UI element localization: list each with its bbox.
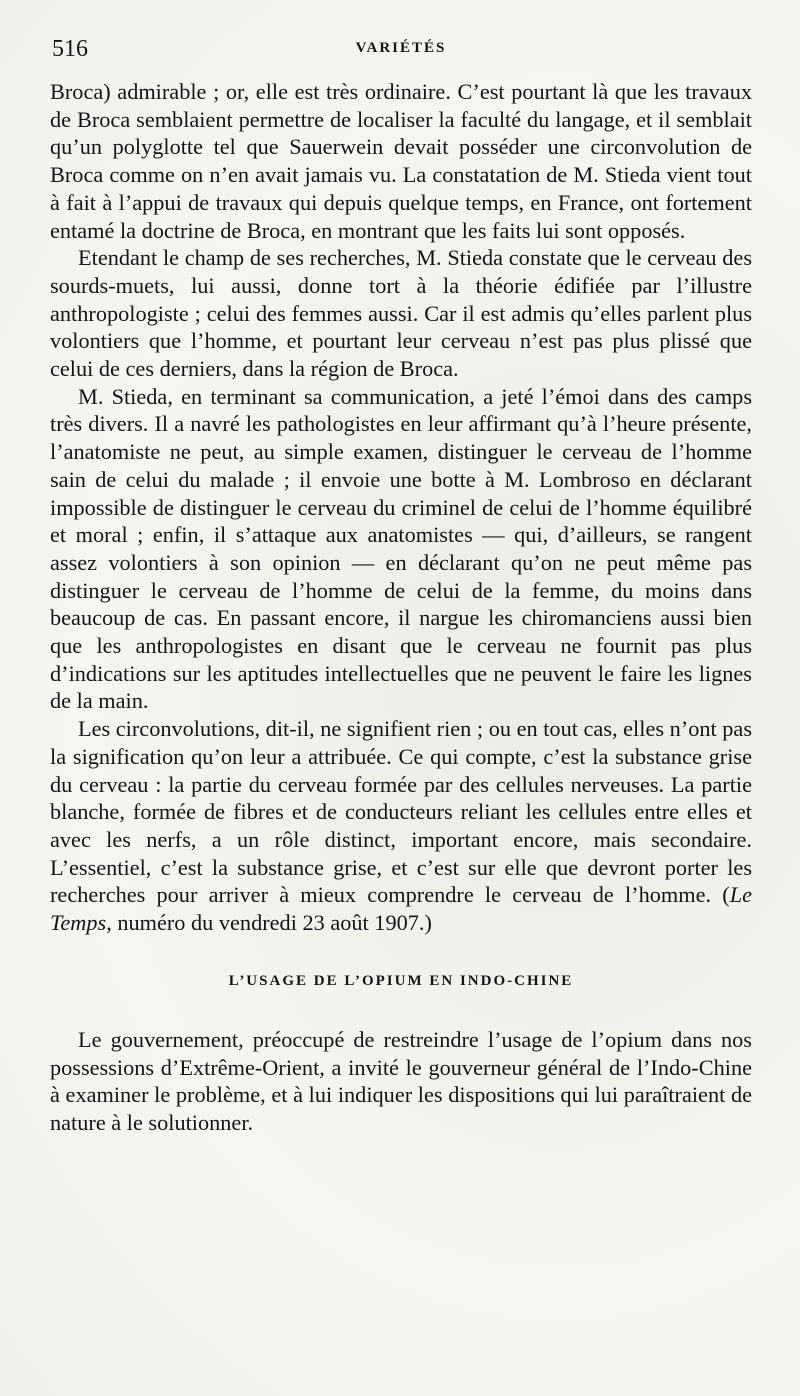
page-header (50, 34, 752, 74)
paragraph-4-text: Les circonvolutions, dit-il, ne signifient rien ; ou en tout cas, elles n’ont pas la signification qu’on leur a attribuée. Ce qui compte, c’est la substance grise du cerveau : la partie du cerveau formée par des cellules nerveuses. La partie blanche, formée de fibres et de conducteurs reliant les cellules entre elles et avec les nerfs, a un rôle distinct, important encore, mais secondaire. L’essentiel, c’est la substance grise, et c’est sur elle que devront porter les recherches pour arriver à mieux comprendre le cerveau de l’homme. ( (50, 716, 752, 908)
running-title: VARIÉTÉS (355, 40, 447, 56)
paragraph-3: M. Stieda, en terminant sa communication, a jeté l’émoi dans des camps très divers. Il a navré les pathologistes en leur affirmant qu’à l’heure présente, l’anatomiste ne peut, au simple examen, distinguer le cerveau de l’homme sain de celui du malade ; il envoie une botte à M. Lombroso en déclarant impossible de distinguer le cerveau du criminel de celui de l’homme équilibré et moral ; enfin, il s’attaque aux anatomistes — qui, d’ailleurs, se rangent assez volontiers à son opinion — en déclarant qu’on ne peut même pas distinguer le cerveau de l’homme de celui de la femme, du moins dans beaucoup de cas. En passant encore, il nargue les chiromanciens aussi bien que les anthropologistes en disant que le cerveau ne fournit pas plus d’indications sur les aptitudes intellectuelles que ne peuvent le faire les lignes de la main. (50, 383, 752, 714)
section-heading: L’USAGE DE L’OPIUM EN INDO-CHINE (228, 972, 574, 989)
citation-rest: , numéro du vendredi 23 août 1907.) (106, 910, 432, 936)
paragraph-4 (50, 715, 752, 937)
section-body (50, 1026, 752, 1137)
paragraph-2: Etendant le champ de ses recherches, M. Stieda constate que le cerveau des sourds-muets, lui aussi, donne tort à la théorie édifiée par l’illustre anthropologiste ; celui des femmes aussi. Car il est admis qu’elles parlent plus volontiers que l’homme, et pourtant leur cerveau n’est pas plus plissé que celui de ces derniers, dans la région de Broca. (50, 245, 752, 382)
article-body (50, 78, 752, 937)
paragraph-1: Broca) admirable ; or, elle est très ordinaire. C’est pourtant là que les travaux de Broca semblaient permettre de localiser la faculté du langage, et il semblait qu’un polyglotte tel que Sauerwein devait posséder une circonvolution de Broca comme on n’en avait jamais vu. La constatation de M. Stieda vient tout à fait à l’appui de travaux qui depuis quelque temps, en France, ont fortement entamé la doctrine de Broca, en montrant que les faits lui sont opposés. (50, 79, 752, 243)
citation-source: Le Temps (50, 882, 752, 936)
page-number: 516 (52, 36, 88, 62)
section-paragraph: Le gouvernement, préoccupé de restreindre l’usage de l’opium dans nos possessions d’Extrême-Orient, a invité le gouverneur général de l’Indo-Chine à examiner le problème, et à lui indiquer les dispositions qui lui paraîtraient de nature à le solutionner. (50, 1026, 752, 1135)
